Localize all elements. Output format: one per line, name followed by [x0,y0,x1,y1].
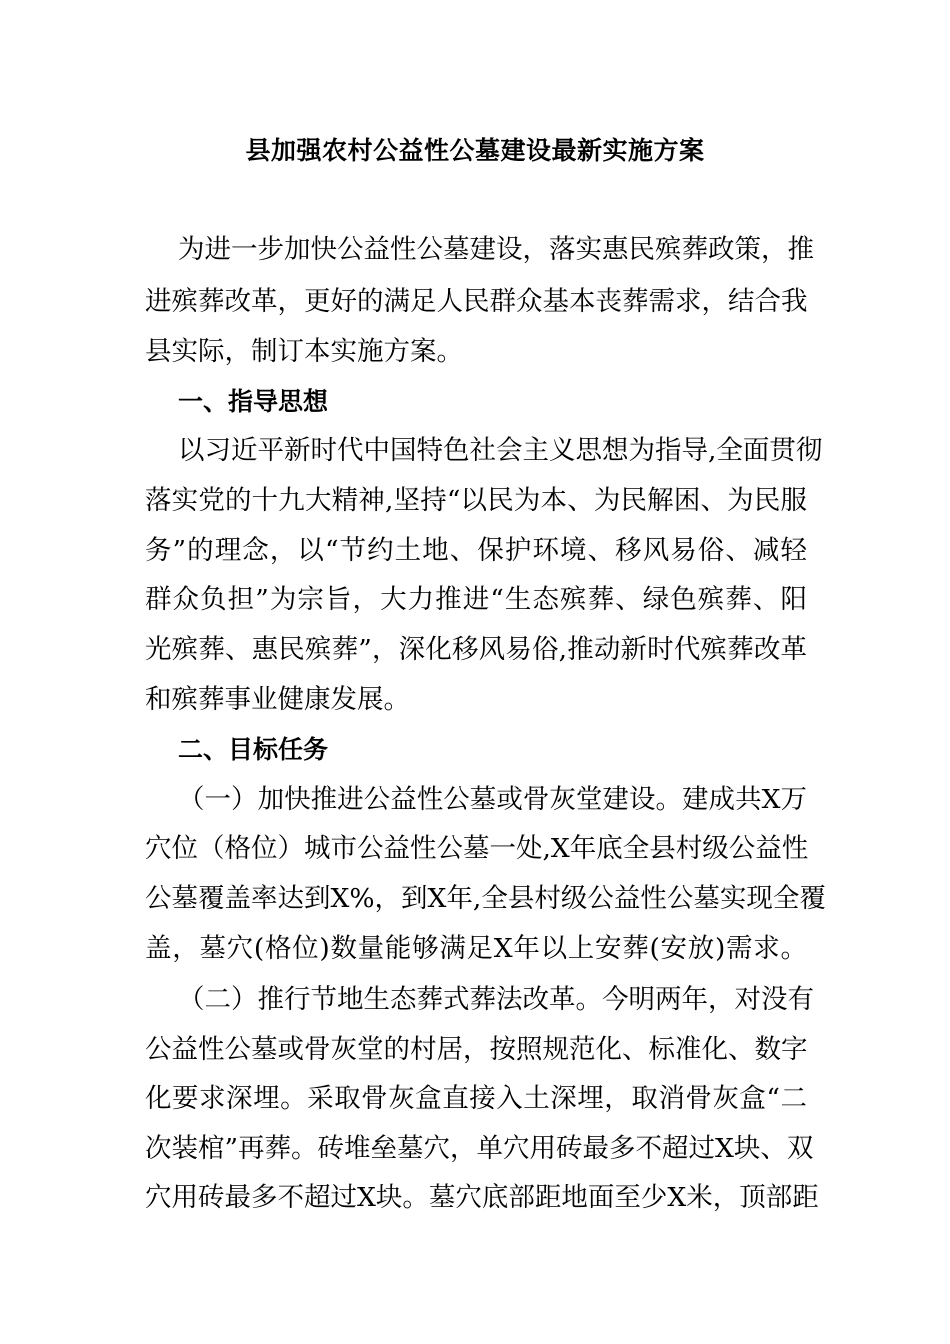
item1-line-2: 穴位（格位）城市公益性公墓一处,X年底全县村级公益性 [145,833,809,864]
section-heading-guiding-ideology: 一、指导思想 [178,387,329,416]
section1-line-4: 群众负担”为宗旨，大力推进“生态殡葬、绿色殡葬、阳 [145,584,807,615]
section1-line-3: 务”的理念，以“节约土地、保护环境、移风易俗、减轻 [145,535,807,566]
item2-line-1: （二）推行节地生态葬式葬法改革。今明两年，对没有 [178,984,814,1015]
section1-line-5: 光殡葬、惠民殡葬”，深化移风易俗,推动新时代殡葬改革 [145,634,807,665]
item1-line-1: （一）加快推进公益性公墓或骨灰堂建设。建成共X万 [178,784,807,815]
item2-line-4: 次装棺”再葬。砖堆垒墓穴，单穴用砖最多不超过X块、双 [145,1133,814,1164]
document-title: 县加强农村公益性公墓建设最新实施方案 [245,136,705,165]
intro-line-2: 进殡葬改革，更好的满足人民群众基本丧葬需求，结合我 [145,286,808,317]
item2-line-2: 公益性公墓或骨灰堂的村居，按照规范化、标准化、数字 [145,1034,808,1065]
item1-line-3: 公墓覆盖率达到X%，到X年,全县村级公益性公墓实现全覆 [145,883,826,914]
section1-line-2: 落实党的十九大精神,坚持“以民为本、为民解困、为民服 [145,485,807,516]
item2-line-5: 穴用砖最多不超过X块。墓穴底部距地面至少X米，顶部距 [145,1182,819,1213]
item2-line-3: 化要求深埋。采取骨灰盒直接入土深埋，取消骨灰盒“二 [145,1083,807,1114]
intro-line-3: 县实际，制订本实施方案。 [145,336,463,367]
item1-line-4: 盖，墓穴(格位)数量能够满足X年以上安葬(安放)需求。 [145,933,807,964]
intro-line-1: 为进一步加快公益性公墓建设，落实惠民殡葬政策，推 [178,234,814,265]
section1-line-1: 以习近平新时代中国特色社会主义思想为指导,全面贯彻 [178,435,823,466]
section1-line-6: 和殡葬事业健康发展。 [145,684,410,715]
section-heading-goals-tasks: 二、目标任务 [178,735,329,764]
